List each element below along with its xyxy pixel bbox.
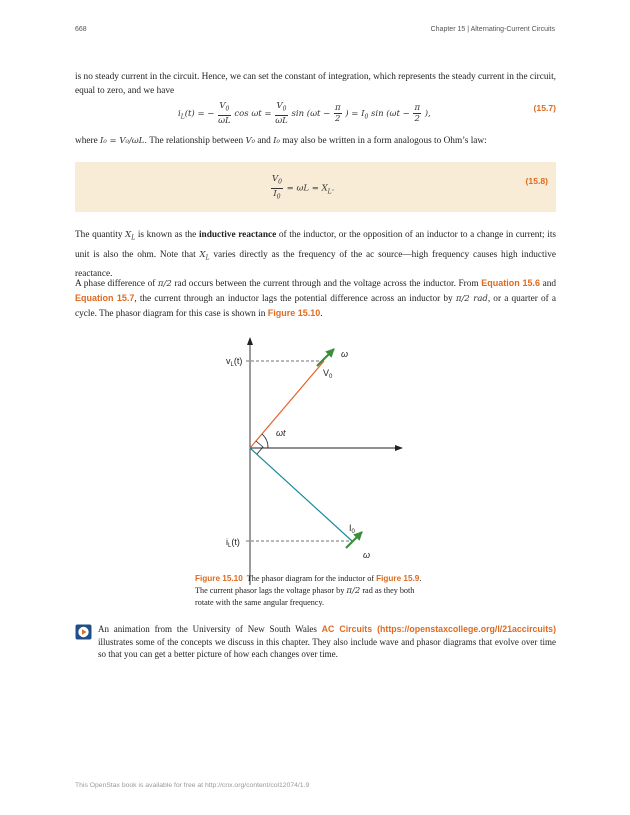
eq-term: ), xyxy=(424,108,431,119)
eq-term: cos ωt = xyxy=(234,108,272,119)
animation-note: An animation from the University of New South Wales AC Circuits (https://openstaxcollege.org/l/21accircuits) illustrates some of the concepts we discuss in this chapter. They also include wave and phasor diagrams that evolve over time so that you can get a better picture of how each changes over time. xyxy=(98,624,557,659)
paragraph-where: where I₀ = V₀/ωL. The relationship between V₀ and I₀ may also be written in a form analogous to Ohm’s law: xyxy=(75,136,487,146)
eq-term: ) = $I_0$ xyxy=(345,108,369,121)
angle-arc xyxy=(262,434,268,448)
paragraph-phase: A phase difference of π/2 rad occurs between the current through and the voltage across the inductor. From Equation 15.6 and Equation 15.7, the current through an inductor lags the potential difference across an inductor by π/2 rad, or a quarter of a cycle. The phasor diagram for this case is shown in Figure 15.10. xyxy=(75,278,556,319)
link-figure-15-10[interactable]: Figure 15.10 xyxy=(267,307,321,318)
link-figure-15-9[interactable]: Figure 15.9 xyxy=(376,574,420,583)
current-phasor xyxy=(250,448,352,541)
figure-caption: Figure 15.10 The phasor diagram for the inductor of Figure 15.9. The current phasor lags the voltage phasor by π/2 rad as they both rotate with the same angular frequency. xyxy=(195,574,422,607)
eq-term: sin (ωt − xyxy=(370,108,410,119)
eq-lhs: $i_L(t)$ = − xyxy=(178,108,215,121)
voltage-phasor xyxy=(250,361,324,448)
paragraph-intro: is no steady current in the circuit. Hence, we can set the constant of integration, which represents the steady current in the circuit, equal to zero, and we have xyxy=(75,72,556,96)
il-label: $i_L(t)$ xyxy=(226,537,240,549)
i0-label: $I_0$ xyxy=(349,523,355,535)
paragraph-reactance: The quantity $X_L$ is known as the inductive reactance of the inductor, or the opposition of an inductor to a change in current; its unit is also the ohm. Note that $X_L$ varies directly as the frequency of the ac source—high frequency causes high inductive reactance. xyxy=(75,230,557,280)
page-number: 668 xyxy=(75,26,87,33)
v0-label: $V_0$ xyxy=(323,368,333,380)
caption-figure-label: Figure 15.10 xyxy=(195,574,243,583)
eq-term: sin (ωt − xyxy=(291,108,331,119)
chapter-title: Chapter 15 | Alternating-Current Circuits xyxy=(430,26,555,33)
link-equation-15-6[interactable]: Equation 15.6 xyxy=(481,278,540,288)
omega-bottom-label: ω xyxy=(363,550,371,560)
term-inductive-reactance: inductive reactance xyxy=(198,230,277,240)
eq-fraction: $\frac{\pi}{2}$ xyxy=(414,102,421,124)
equation-number-15-8: (15.8) xyxy=(525,176,548,186)
eq-fraction: $\frac{\pi}{2}$ xyxy=(334,102,341,124)
eq-fraction: $\frac{V_0}{\omega L}$ xyxy=(218,101,231,126)
omega-top-label: ω xyxy=(341,349,349,359)
play-media-icon xyxy=(75,624,92,640)
vl-label: $v_L(t)$ xyxy=(226,356,243,368)
equation-15-8: $\frac{V_0}{I_0}$ = $\omega L = X_L$. xyxy=(272,174,335,201)
omega-t-label: ωt xyxy=(276,428,286,438)
link-equation-15-7[interactable]: Equation 15.7 xyxy=(75,292,135,303)
equation-number-15-7: (15.7) xyxy=(533,103,556,113)
footer: This OpenStax book is available for free at http://cnx.org/content/col12074/1.9 xyxy=(75,782,310,789)
link-ac-circuits[interactable]: AC Circuits (https://openstaxcollege.org/l/21accircuits) xyxy=(321,624,557,634)
eq-fraction: $\frac{V_0}{I_0}$ xyxy=(272,174,282,201)
right-angle-marker xyxy=(256,441,263,454)
eq-fraction: $\frac{V_0}{\omega L}$ xyxy=(275,101,288,126)
rotation-arrow-top xyxy=(317,349,334,366)
